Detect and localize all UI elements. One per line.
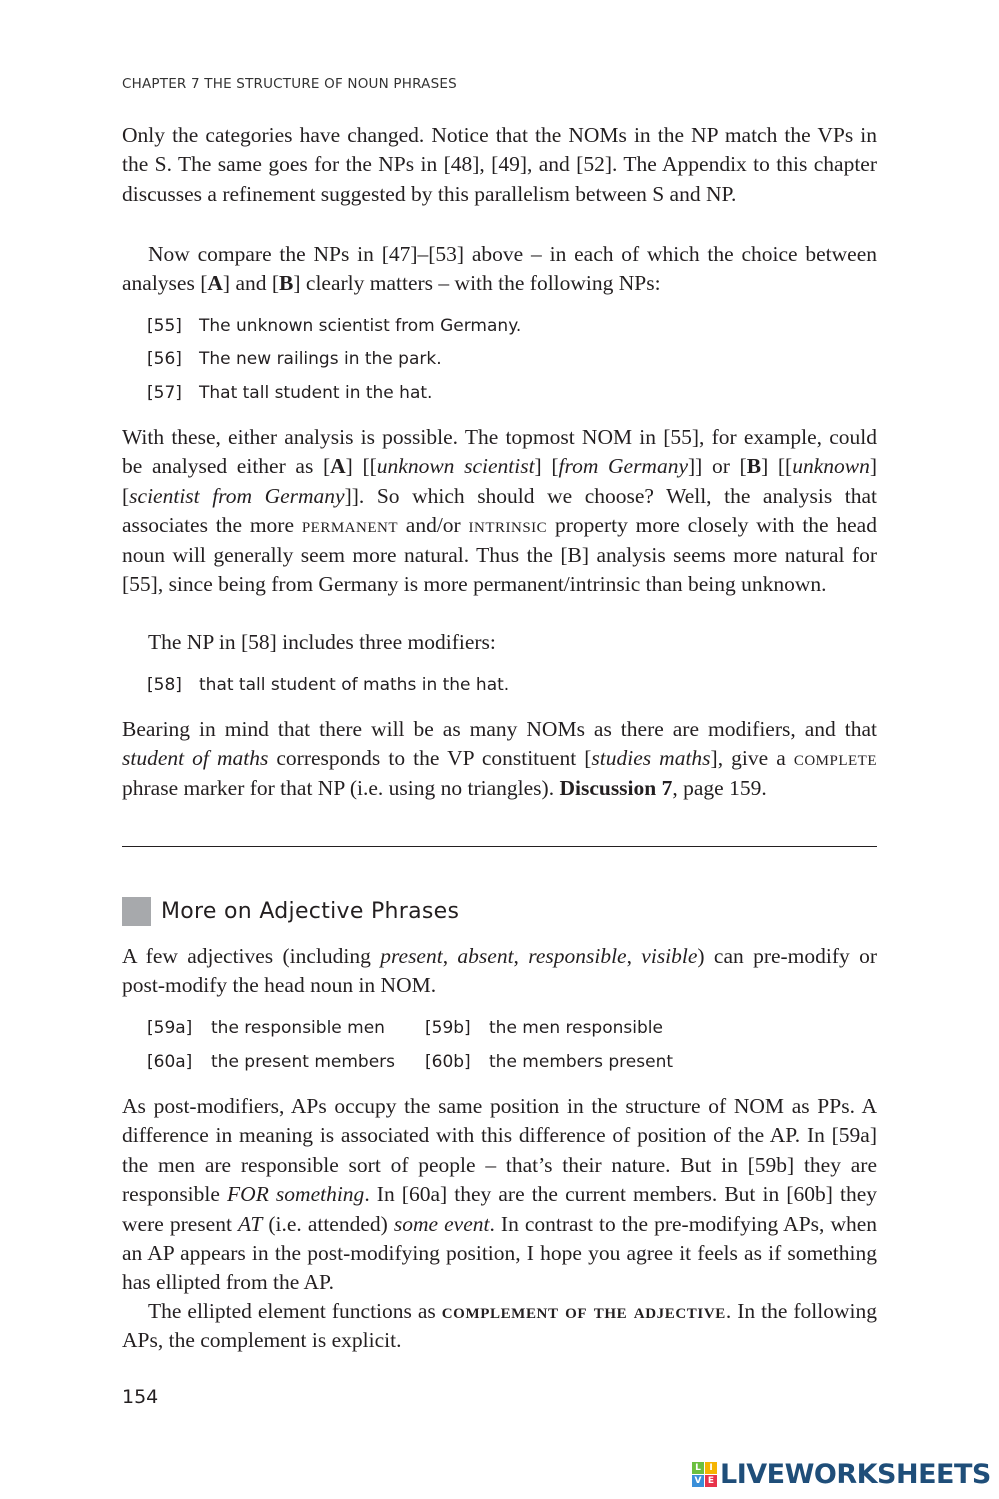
paragraph-exercise: Bearing in mind that there will be as many NOMs as there are modifiers, and that student of maths corresponds to the VP constituent [studies maths], give a complete phrase marker for that NP (i.e. using no triangles). Discussion 7, page 159.	[122, 717, 877, 800]
paragraph-ellipted: The ellipted element functions as complement of the adjective. In the following APs, the complement is explicit.	[122, 1299, 877, 1353]
paragraph-few-adjectives: A few adjectives (including present, absent, responsible, visible) can pre-modify or post-modify the head noun in NOM.	[122, 944, 878, 998]
paragraph-either-analysis: With these, either analysis is possible. The topmost NOM in [55], for example, could be analysed either as [A] [[unknown scientist] [from Germany]] or [B] [[unknown] [scientist from Germany]]. So which should we choose? Well, the analysis that associates the more permanent and/or intrinsic property more closely with the head noun will generally seem more natural. Thus the [B] analysis seems more natural for [55], since being from Germany is more permanent/intrinsic than being unknown.	[122, 425, 878, 597]
example-59: [59a] the responsible men [59b] the men responsible	[147, 1018, 663, 1038]
logo-block-v: V	[692, 1475, 704, 1487]
example-57: [57] That tall student in the hat.	[147, 383, 433, 403]
section-heading: More on Adjective Phrases	[122, 897, 459, 926]
live-blocks-icon	[692, 1462, 717, 1487]
discussion-reference: Discussion 7	[559, 775, 673, 800]
logo-block-e: E	[705, 1475, 717, 1487]
liveworksheets-logo[interactable]	[692, 1459, 991, 1490]
example-55: [55] The unknown scientist from Germany.	[147, 316, 522, 336]
exercise-divider	[122, 846, 877, 847]
example-56: [56] The new railings in the park.	[147, 349, 442, 369]
logo-block-l: L	[692, 1462, 704, 1474]
page-number: 154	[122, 1386, 159, 1408]
paragraph-three-modifiers: The NP in [58] includes three modifiers:	[148, 630, 496, 654]
heading-square-icon	[122, 897, 151, 926]
example-58: [58] that tall student of maths in the hat.	[147, 675, 510, 695]
paragraph-post-modifiers: As post-modifiers, APs occupy the same position in the structure of NOM as PPs. A difference in meaning is associated with this difference of position of the AP. In [59a] the men are responsible sort of people – that’s their nature. But in [59b] they are responsible FOR something. In [60a] they are the current members. But in [60b] they were present AT (i.e. attended) some event. In contrast to the pre-modifying APs, when an AP appears in the post-modifying position, I hope you agree it feels as if something has ellipted from the AP.	[122, 1094, 878, 1295]
paragraph-compare: Now compare the NPs in [47]–[53] above – in each of which the choice between analyses [A] and [B] clearly matters – with the following NPs:	[122, 242, 877, 296]
example-60: [60a] the present members [60b] the members present	[147, 1052, 674, 1072]
logo-wordmark: LIVEWORKSHEETS	[720, 1459, 991, 1490]
logo-block-i: I	[705, 1462, 717, 1474]
running-head: CHAPTER 7 THE STRUCTURE OF NOUN PHRASES	[122, 76, 457, 92]
paragraph-categories: Only the categories have changed. Notice that the NOMs in the NP match the VPs in the S. The same goes for the NPs in [48], [49], and [52]. The Appendix to this chapter discusses a refinement suggested by this parallelism between S and NP.	[122, 123, 877, 206]
